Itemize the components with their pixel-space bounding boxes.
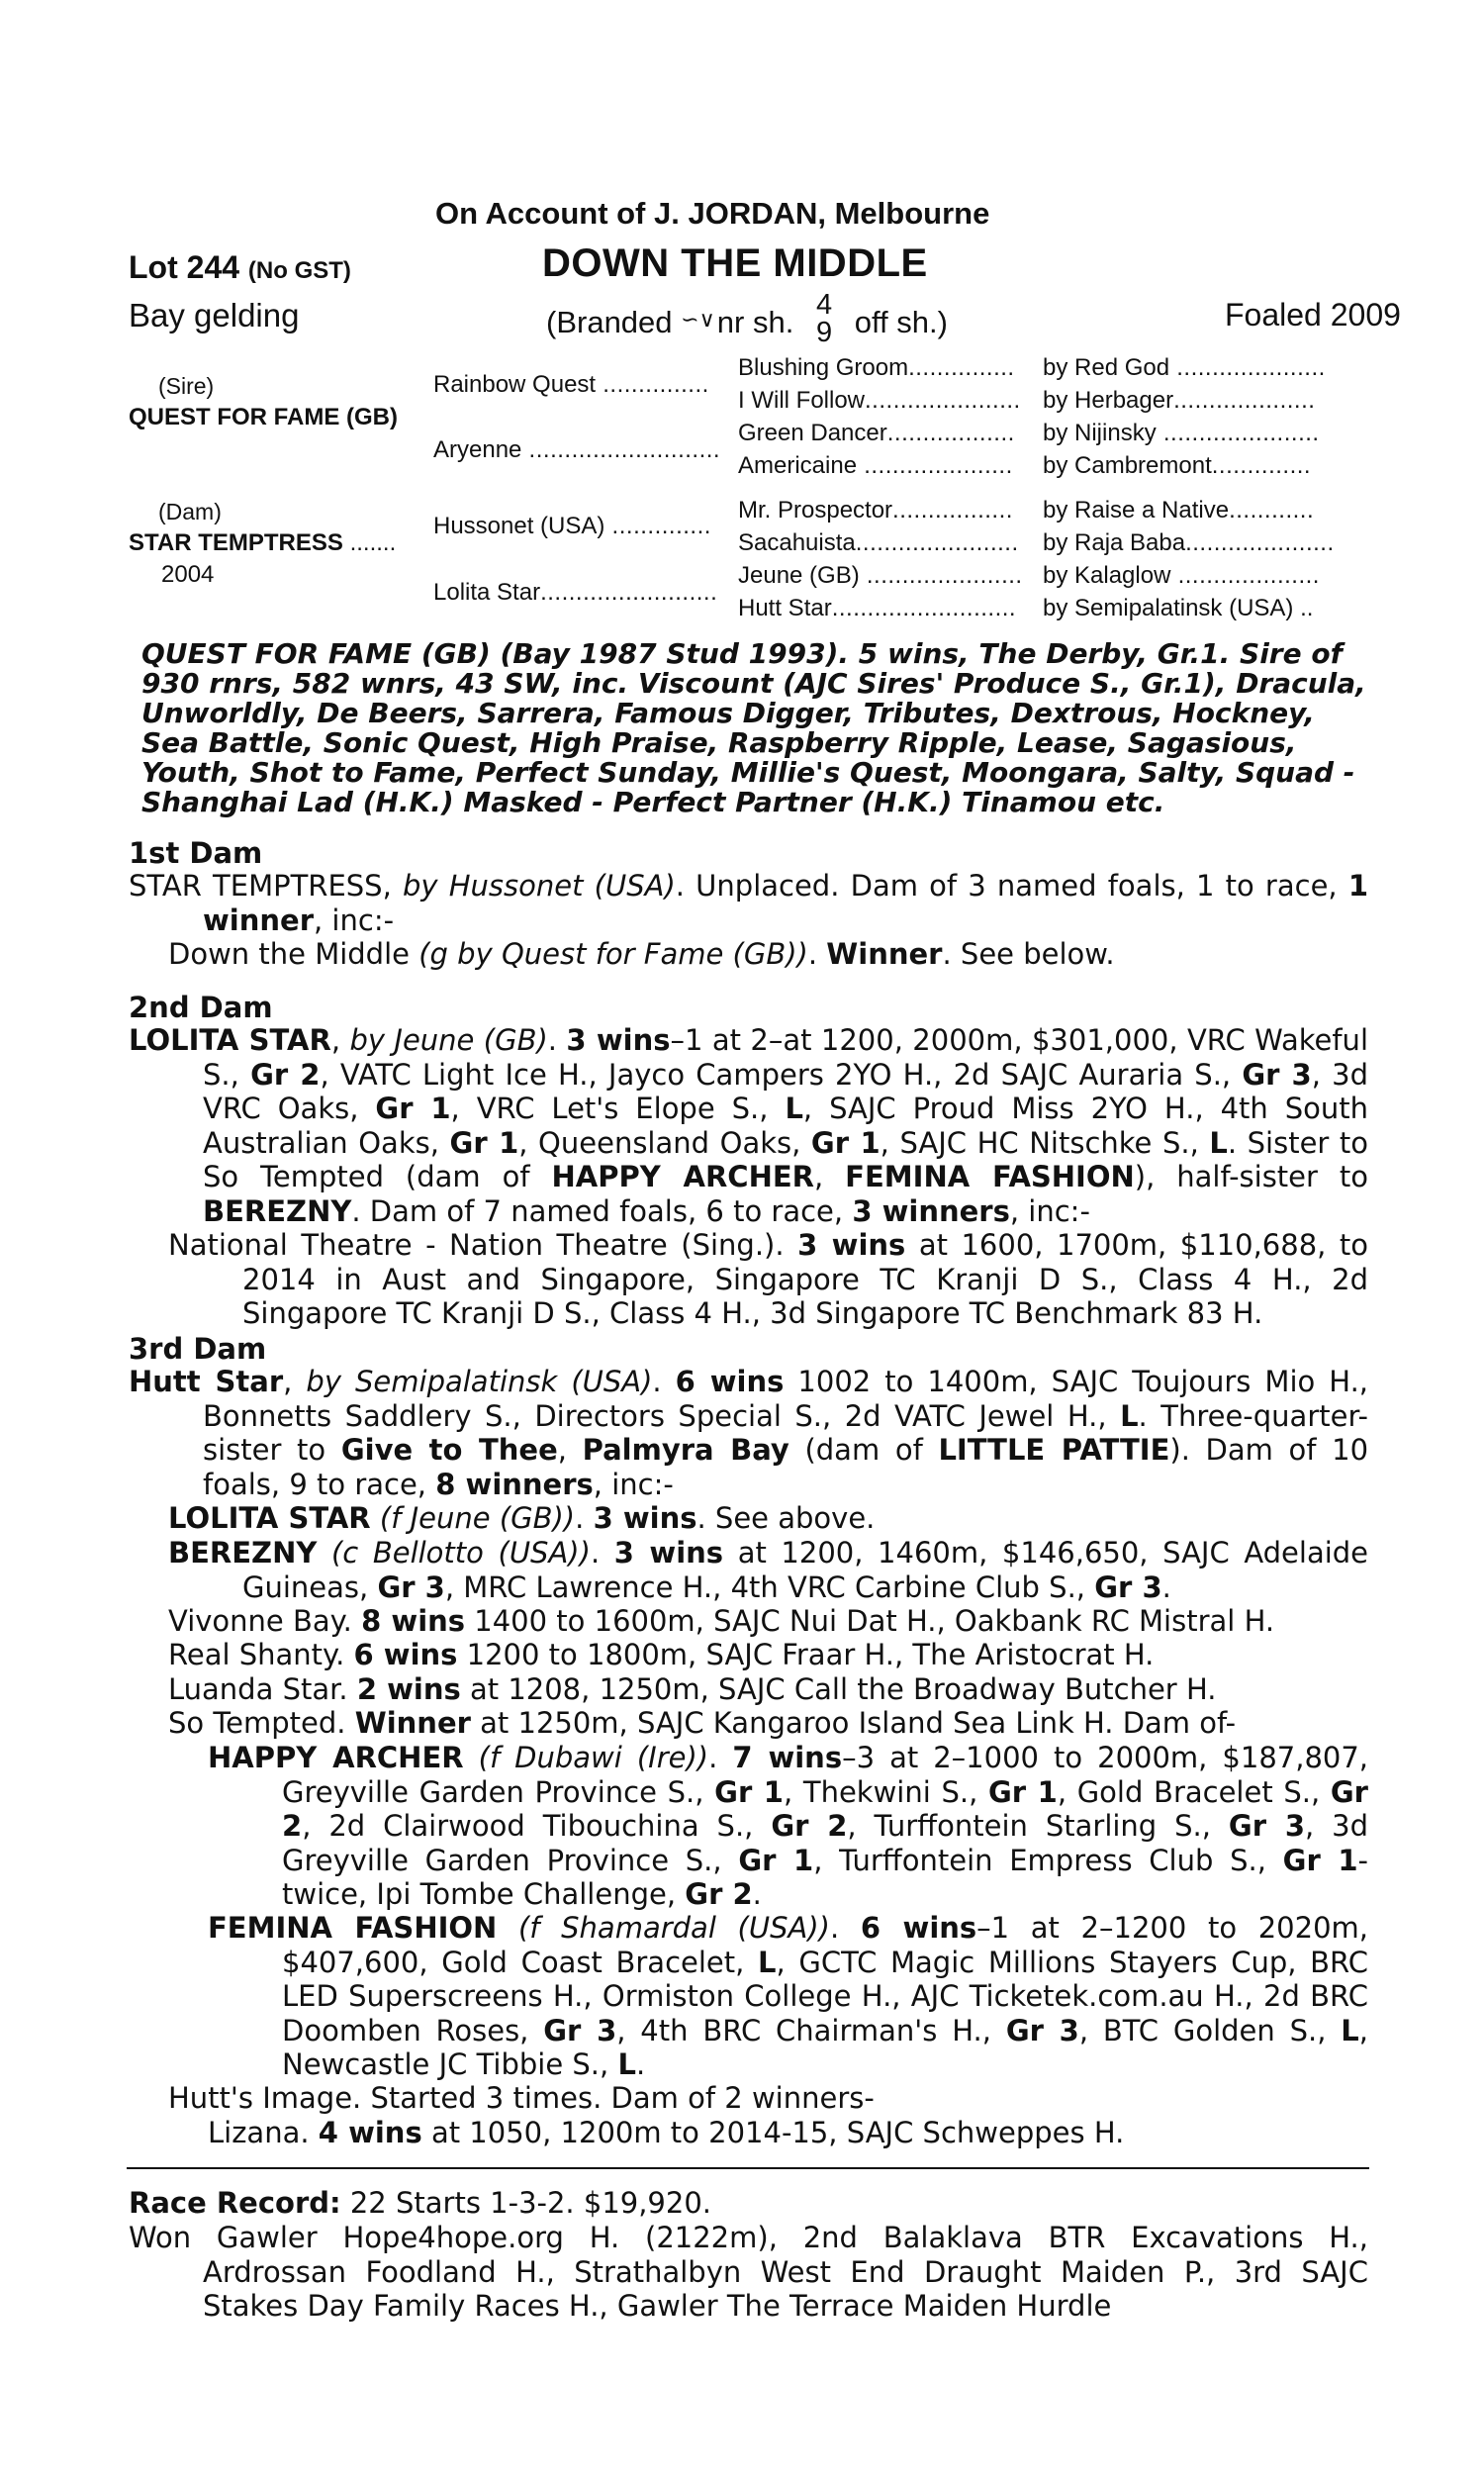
pedigree-gen4-7: by Kalaglow .................... — [1043, 562, 1320, 589]
dam-label: (Dam) — [158, 499, 222, 524]
lot-number — [129, 249, 351, 286]
race-record-details: Won Gawler Hope4hope.org H. (2122m), 2nd Balaklava BTR Excavations H., Ardrossan Foodland H., Strathalbyn West End Draught Maiden P., 3rd SAJC Stakes Day Family Races H., Gawler The Terrace Maiden Hurdle — [129, 2221, 1368, 2323]
third-dam-foal-lolita-star: LOLITA STAR (f Jeune (GB)). 3 wins. See above. — [168, 1501, 876, 1535]
third-dam-foal-luanda-star: Luanda Star. 2 wins at 1208, 1250m, SAJC Call the Broadway Butcher H. — [168, 1672, 1217, 1706]
race-record-summary: Race Record: 22 Starts 1-3-2. $19,920. — [129, 2186, 712, 2220]
brand-near: nr sh. — [716, 305, 794, 340]
brand-number-top: 4 — [815, 289, 833, 321]
gst-note: (No GST) — [247, 257, 351, 284]
third-dam-foal-vivonne-bay: Vivonne Bay. 8 wins 1400 to 1600m, SAJC Nui Dat H., Oakbank RC Mistral H. — [168, 1604, 1275, 1638]
horse-name: DOWN THE MIDDLE — [542, 241, 928, 285]
pedigree-gen3-3: Green Dancer.................. — [738, 420, 1015, 446]
section-divider — [127, 2167, 1369, 2169]
sire-name: QUEST FOR FAME (GB) — [129, 404, 398, 430]
pedigree-gen3-2: I Will Follow...................... — [738, 387, 1021, 414]
dam-name-line: STAR TEMPTRESS ....... — [129, 529, 397, 556]
brand-prefix: (Branded — [546, 305, 673, 340]
brand-symbol-icon: ∽∨ — [681, 307, 715, 333]
pedigree-gen4-1: by Red God ..................... — [1043, 354, 1326, 381]
foaled-year: Foaled 2009 — [1225, 297, 1401, 333]
lot-label: Lot 244 — [129, 249, 240, 285]
pedigree-gen3-4: Americaine ..................... — [738, 452, 1013, 479]
pedigree-gen4-2: by Herbager.................... — [1043, 387, 1316, 414]
second-dam-paragraph: LOLITA STAR, by Jeune (GB). 3 wins–1 at 2–at 1200, 2000m, $301,000, VRC Wakeful S., Gr 2, VATC Light Ice H., Jayco Campers 2YO H., 2d SAJC Auraria S., Gr 3, 3d VRC Oaks, Gr 1, VRC Let's Elope S., L, SAJC Proud Miss 2YO H., 4th South Australian Oaks, Gr 1, Queensland Oaks, Gr 1, SAJC HC Nitschke S., L. Sister to So Tempted (dam of HAPPY ARCHER, FEMINA FASHION), half-sister to BEREZNY. Dam of 7 named foals, 6 to race, 3 winners, inc:- — [129, 1023, 1369, 1228]
pedigree-gen4-6: by Raja Baba..................... — [1043, 529, 1335, 556]
brand-number — [816, 291, 832, 346]
so-tempted-foal-happy-archer: HAPPY ARCHER (f Dubawi (Ire)). 7 wins–3 at 2–1000 to 2000m, $187,807, Greyville Garden Province S., Gr 1, Thekwini S., Gr 1, Gold Bracelet S., Gr 2, 2d Clairwood Tibouchina S., Gr 2, Turffontein Starling S., Gr 3, 3d Greyville Garden Province S., Gr 1, Turffontein Empress Club S., Gr 1-twice, Ipi Tombe Challenge, Gr 2. — [208, 1741, 1369, 1911]
pedigree-gen3-6: Sacahuista....................... — [738, 529, 1019, 556]
dam-year: 2004 — [161, 561, 215, 588]
first-dam-foal: Down the Middle (g by Quest for Fame (GB)). Winner. See below. — [168, 937, 1115, 971]
pedigree-gen2-3: Hussonet (USA) .............. — [433, 513, 711, 539]
pedigree-gen2-4: Lolita Star......................... — [433, 579, 718, 606]
brand-number-bottom: 9 — [815, 317, 833, 348]
pedigree-gen2-1: Rainbow Quest ............... — [433, 371, 709, 398]
hutts-image-foal-lizana: Lizana. 4 wins at 1050, 1200m to 2014-15, SAJC Schweppes H. — [208, 2116, 1125, 2149]
third-dam-paragraph: Hutt Star, by Semipalatinsk (USA). 6 wins 1002 to 1400m, SAJC Toujours Mio H., Bonnetts Saddlery S., Directors Special S., 2d VATC Jewel H., L. Three-quarter-sister to Give to Thee, Palmyra Bay (dam of LITTLE PATTIE). Dam of 10 foals, 9 to race, 8 winners, inc:- — [129, 1365, 1369, 1501]
brand-off: off sh.) — [854, 305, 948, 340]
pedigree-gen2-2: Aryenne ........................... — [433, 436, 721, 463]
second-dam-heading: 2nd Dam — [129, 991, 273, 1024]
dam-name: STAR TEMPTRESS — [129, 529, 343, 556]
pedigree-gen3-7: Jeune (GB) ...................... — [738, 562, 1023, 589]
so-tempted-foal-femina-fashion: FEMINA FASHION (f Shamardal (USA)). 6 wins–1 at 2–1200 to 2020m, $407,600, Gold Coast Bracelet, L, GCTC Magic Millions Stayers Cup, BRC LED Superscreens H., Ormiston College H., AJC Ticketek.com.au H., 2d BRC Doomben Roses, Gr 3, 4th BRC Chairman's H., Gr 3, BTC Golden S., L, Newcastle JC Tibbie S., L. — [208, 1911, 1368, 2081]
third-dam-heading: 3rd Dam — [129, 1332, 267, 1366]
first-dam-paragraph: STAR TEMPTRESS, by Hussonet (USA). Unplaced. Dam of 3 named foals, 1 to race, 1 winner, inc:- — [129, 869, 1369, 937]
vendor-account: On Account of J. JORDAN, Melbourne — [435, 196, 990, 231]
pedigree-gen4-8: by Semipalatinsk (USA) .. — [1043, 595, 1314, 621]
sire-commentary: QUEST FOR FAME (GB) (Bay 1987 Stud 1993). 5 wins, The Derby, Gr.1. Sire of 930 rnrs, 582 wnrs, 43 SW, inc. Viscount (AJC Sires' Produce S., Gr.1), Dracula, Unworldly, De Beers, Sarrera, Famous Digger, Tributes, Dextrous, Hockney, Sea Battle, Sonic Quest, High Praise, Raspberry Ripple, Lease, Sagasious, Youth, Shot to Fame, Perfect Sunday, Millie's Quest, Moongara, Salty, Squad - Shanghai Lad (H.K.) Masked - Perfect Partner (H.K.) Tinamou etc. — [141, 637, 1366, 818]
third-dam-foal-real-shanty: Real Shanty. 6 wins 1200 to 1800m, SAJC Fraar H., The Aristocrat H. — [168, 1638, 1155, 1671]
pedigree-gen3-8: Hutt Star.......................... — [738, 595, 1017, 621]
second-dam-foal-national-theatre: National Theatre - Nation Theatre (Sing.). 3 wins at 1600, 1700m, $110,688, to 2014 in Aust and Singapore, Singapore TC Kranji D S., Class 4 H., 2d Singapore TC Kranji D S., Class 4 H., 3d Singapore TC Benchmark 83 H. — [168, 1228, 1368, 1330]
pedigree-gen3-5: Mr. Prospector................. — [738, 497, 1013, 523]
third-dam-foal-hutts-image: Hutt's Image. Started 3 times. Dam of 2 winners- — [168, 2081, 875, 2115]
pedigree-gen4-4: by Cambremont.............. — [1043, 452, 1312, 479]
third-dam-foal-so-tempted: So Tempted. Winner at 1250m, SAJC Kangaroo Island Sea Link H. Dam of- — [168, 1706, 1237, 1740]
third-dam-foal-berezny: BEREZNY (c Bellotto (USA)). 3 wins at 1200, 1460m, $146,650, SAJC Adelaide Guineas, Gr 3, MRC Lawrence H., 4th VRC Carbine Club S., Gr 3. — [168, 1536, 1369, 1604]
brand-description — [546, 289, 948, 352]
sire-label: (Sire) — [158, 373, 215, 399]
first-dam-heading: 1st Dam — [129, 836, 263, 870]
pedigree-gen4-3: by Nijinsky ...................... — [1043, 420, 1320, 446]
sex-colour: Bay gelding — [129, 297, 300, 333]
pedigree-gen3-1: Blushing Groom............... — [738, 354, 1015, 381]
pedigree-gen4-5: by Raise a Native............ — [1043, 497, 1315, 523]
